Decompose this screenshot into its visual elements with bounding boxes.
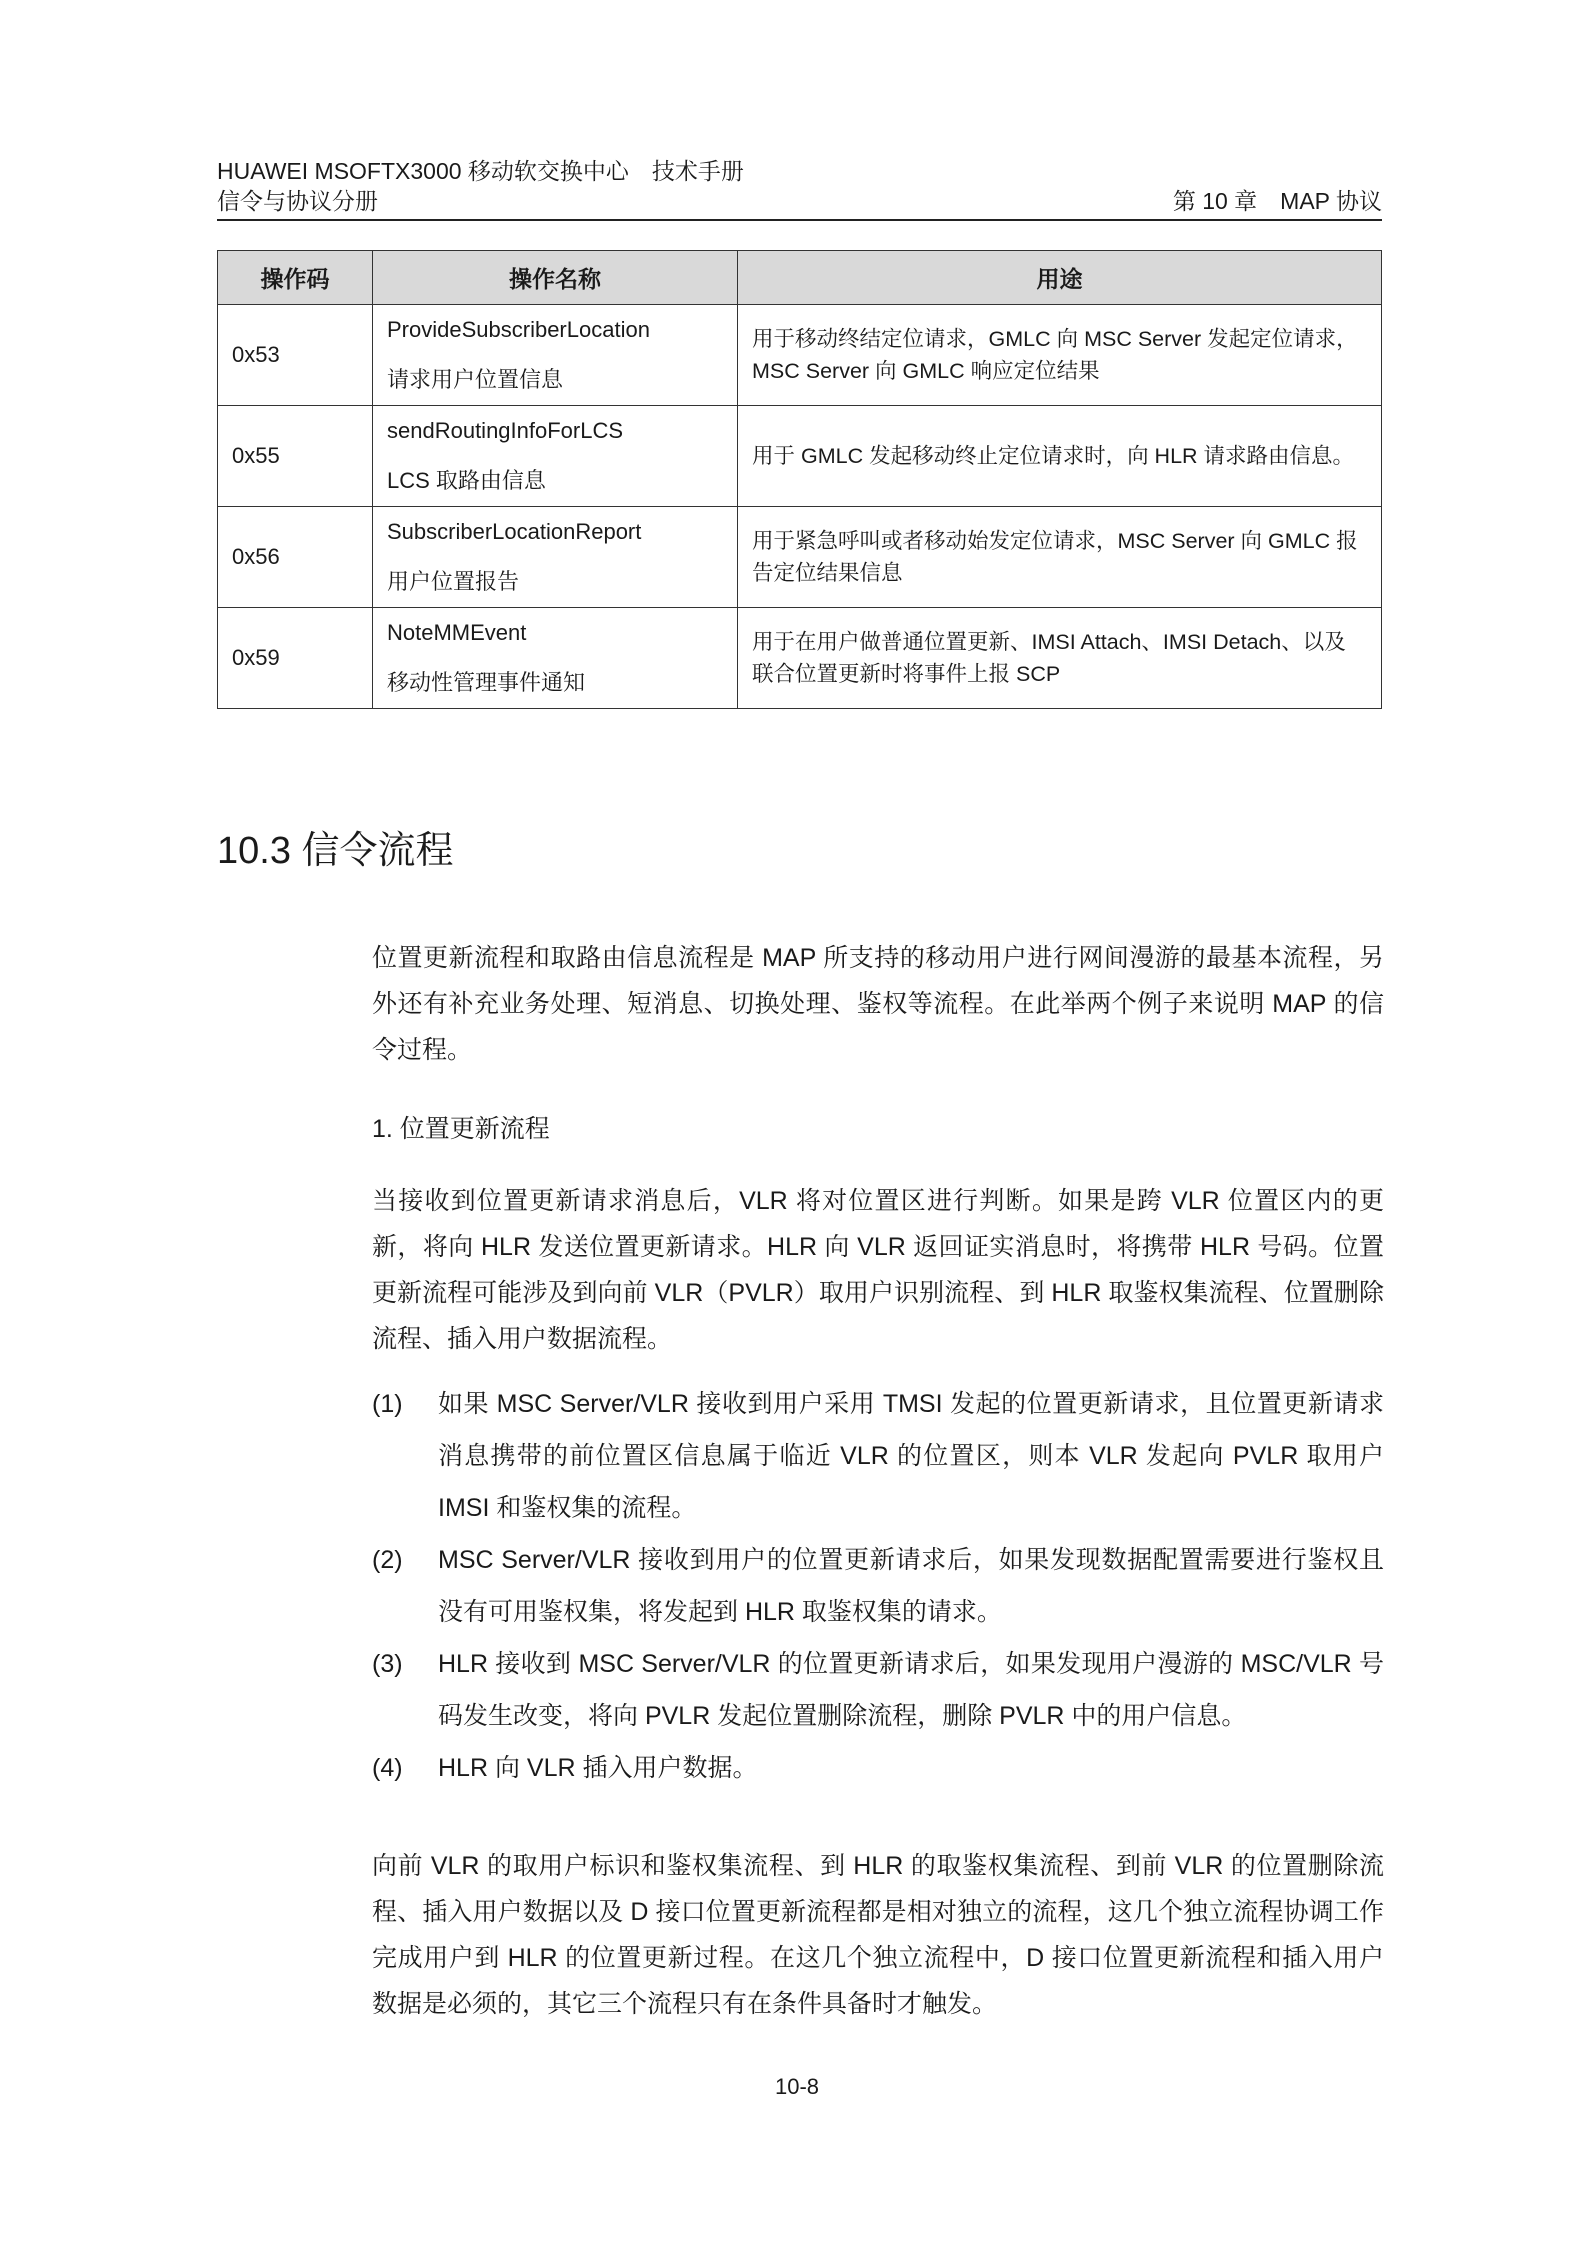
header-volume: 信令与协议分册 xyxy=(217,188,378,214)
header-rule xyxy=(217,219,1382,221)
op-name-zh: 请求用户位置信息 xyxy=(387,367,564,392)
op-name-en: NoteMMEvent xyxy=(387,620,527,645)
header-cell-code: 操作码 xyxy=(218,251,373,305)
intro-paragraph: 位置更新流程和取路由信息流程是 MAP 所支持的移动用户进行网间漫游的最基本流程，另外还有补充业务处理、短消息、切换处理、鉴权等流程。在此举两个例子来说明 MAP 的信令过程。 xyxy=(372,944,1384,1064)
list-item-number: (2) xyxy=(372,1546,403,1574)
op-code: 0x55 xyxy=(218,406,373,507)
section-title: 10.3 信令流程 xyxy=(217,830,454,872)
header-chapter: 第 10 章 MAP 协议 xyxy=(1172,188,1382,214)
list-item-text: HLR 接收到 MSC Server/VLR 的位置更新请求后，如果发现用户漫游的 MSC/VLR 号码发生改变，将向 PVLR 发起位置删除流程，删除 PVLR 中的用户信息。 xyxy=(438,1650,1384,1730)
op-name-en: SubscriberLocationReport xyxy=(387,519,642,544)
list-item xyxy=(372,1638,1384,1742)
subsection-heading: 1. 位置更新流程 xyxy=(372,1115,550,1143)
list-item-text: 如果 MSC Server/VLR 接收到用户采用 TMSI 发起的位置更新请求，且位置更新请求消息携带的前位置区信息属于临近 VLR 的位置区，则本 VLR 发起向 PVLR 取用户 IMSI 和鉴权集的流程。 xyxy=(438,1390,1384,1522)
op-name xyxy=(373,507,738,608)
location-update-paragraph: 当接收到位置更新请求消息后，VLR 将对位置区进行判断。如果是跨 VLR 位置区内的更新，将向 HLR 发送位置更新请求。HLR 向 VLR 返回证实消息时，将携带 HLR 号码。位置更新流程可能涉及到向前 VLR（PVLR）取用户识别流程、到 HLR 取鉴权集流程、位置删除流程、插入用户数据流程。 xyxy=(372,1187,1384,1353)
list-item-number: (1) xyxy=(372,1390,403,1418)
summary-paragraph: 向前 VLR 的取用户标识和鉴权集流程、到 HLR 的取鉴权集流程、到前 VLR 的位置删除流程、插入用户数据以及 D 接口位置更新流程都是相对独立的流程，这几个独立流程协调工作完成用户到 HLR 的位置更新过程。在这几个独立流程中，D 接口位置更新流程和插入用户数据是必须的，其它三个流程只有在条件具备时才触发。 xyxy=(372,1852,1384,2018)
op-name xyxy=(373,406,738,507)
op-code: 0x56 xyxy=(218,507,373,608)
list-item-number: (4) xyxy=(372,1754,403,1782)
table-row xyxy=(218,406,1382,507)
op-purpose: 用于紧急呼叫或者移动始发定位请求，MSC Server 向 GMLC 报告定位结果信息 xyxy=(738,507,1382,608)
header-cell-purpose: 用途 xyxy=(738,251,1382,305)
page-header xyxy=(217,156,1382,216)
list-item-text: HLR 向 VLR 插入用户数据。 xyxy=(438,1754,758,1782)
page-number: 10-8 xyxy=(774,2074,820,2099)
list-item xyxy=(372,1534,1384,1638)
header-subline xyxy=(217,186,1382,216)
list-item xyxy=(372,1378,1384,1534)
op-code: 0x53 xyxy=(218,305,373,406)
op-name-zh: LCS 取路由信息 xyxy=(387,468,546,493)
table-row xyxy=(218,608,1382,709)
table-row xyxy=(218,507,1382,608)
header-title: HUAWEI MSOFTX3000 移动软交换中心 技术手册 xyxy=(217,158,744,184)
op-purpose: 用于在用户做普通位置更新、IMSI Attach、IMSI Detach、以及联合位置更新时将事件上报 SCP xyxy=(738,608,1382,709)
op-name-zh: 用户位置报告 xyxy=(387,569,520,594)
op-name-en: sendRoutingInfoForLCS xyxy=(387,418,624,443)
step-list xyxy=(372,1378,1384,1794)
op-code: 0x59 xyxy=(218,608,373,709)
op-name-en: ProvideSubscriberLocation xyxy=(387,317,650,342)
table-row xyxy=(218,305,1382,406)
op-name xyxy=(373,608,738,709)
list-item-number: (3) xyxy=(372,1650,403,1678)
operation-table xyxy=(217,250,1382,709)
header-cell-name: 操作名称 xyxy=(373,251,738,305)
op-purpose: 用于移动终结定位请求，GMLC 向 MSC Server 发起定位请求，MSC Server 向 GMLC 响应定位结果 xyxy=(738,305,1382,406)
list-item-text: MSC Server/VLR 接收到用户的位置更新请求后，如果发现数据配置需要进行鉴权且没有可用鉴权集，将发起到 HLR 取鉴权集的请求。 xyxy=(438,1546,1384,1626)
op-name xyxy=(373,305,738,406)
table-header-row xyxy=(218,251,1382,305)
op-name-zh: 移动性管理事件通知 xyxy=(387,670,586,695)
list-item xyxy=(372,1742,1384,1794)
op-purpose: 用于 GMLC 发起移动终止定位请求时，向 HLR 请求路由信息。 xyxy=(738,406,1382,507)
